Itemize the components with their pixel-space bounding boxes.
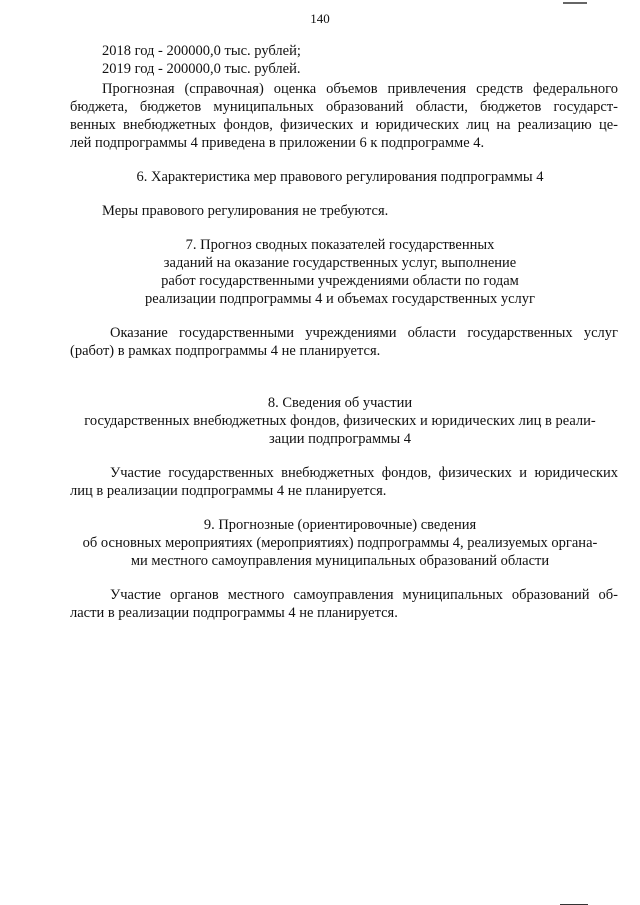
section-7-heading-line-4: реализации подпрограммы 4 и объемах государственных услуг xyxy=(145,291,535,307)
section-6-heading: 6. Характеристика мер правового регулирования подпрограммы 4 xyxy=(136,169,544,185)
scan-mark-top xyxy=(563,2,587,4)
section-7-body-line-2: (работ) в рамках подпрограммы 4 не планируется. xyxy=(70,343,381,359)
section-9-heading-line-1: 9. Прогнозные (ориентировочные) сведения xyxy=(203,517,477,533)
section-9-heading-line-3: ми местного самоуправления муниципальных образований области xyxy=(130,553,550,569)
section-6-body: Меры правового регулирования не требуются. xyxy=(102,203,389,219)
section-7-heading-line-2: заданий на оказание государственных услуг, выполнение xyxy=(163,255,517,271)
funding-paragraph-line-2: бюджета, бюджетов муниципальных образований области, бюджетов государст- xyxy=(70,99,618,115)
section-8-heading-line-3: зации подпрограммы 4 xyxy=(269,431,411,447)
section-7-heading-line-3: работ государственными учреждениями области по годам xyxy=(161,273,519,289)
funding-paragraph-line-1: Прогнозная (справочная) оценка объемов привлечения средств федерального xyxy=(102,81,618,97)
section-8-body-line-2: лиц в реализации подпрограммы 4 не планируется. xyxy=(70,483,387,499)
section-8-body-line-1: Участие государственных внебюджетных фондов, физических и юридических xyxy=(110,465,618,481)
funding-paragraph-line-3: венных внебюджетных фондов, физических и юридических лиц на реализацию це- xyxy=(70,117,618,133)
page-number: 140 xyxy=(310,11,330,26)
section-7-body-line-1: Оказание государственными учреждениями области государственных услуг xyxy=(110,325,618,341)
section-8-heading-line-1: 8. Сведения об участии xyxy=(267,395,413,411)
funding-2018-line: 2018 год - 200000,0 тыс. рублей; xyxy=(102,43,301,59)
section-9-heading-line-2: об основных мероприятиях (мероприятиях) подпрограммы 4, реализуемых органа- xyxy=(82,535,598,551)
section-7-heading-line-1: 7. Прогноз сводных показателей государственных xyxy=(185,237,495,253)
funding-paragraph-line-4: лей подпрограммы 4 приведена в приложении 6 к подпрограмме 4. xyxy=(70,135,485,151)
section-9-body-line-1: Участие органов местного самоуправления муниципальных образований об- xyxy=(110,587,618,603)
section-8-heading-line-2: государственных внебюджетных фондов, физических и юридических лиц в реали- xyxy=(84,413,596,429)
section-9-body-line-2: ласти в реализации подпрограммы 4 не планируется. xyxy=(70,605,398,621)
funding-2019-line: 2019 год - 200000,0 тыс. рублей. xyxy=(102,61,301,77)
